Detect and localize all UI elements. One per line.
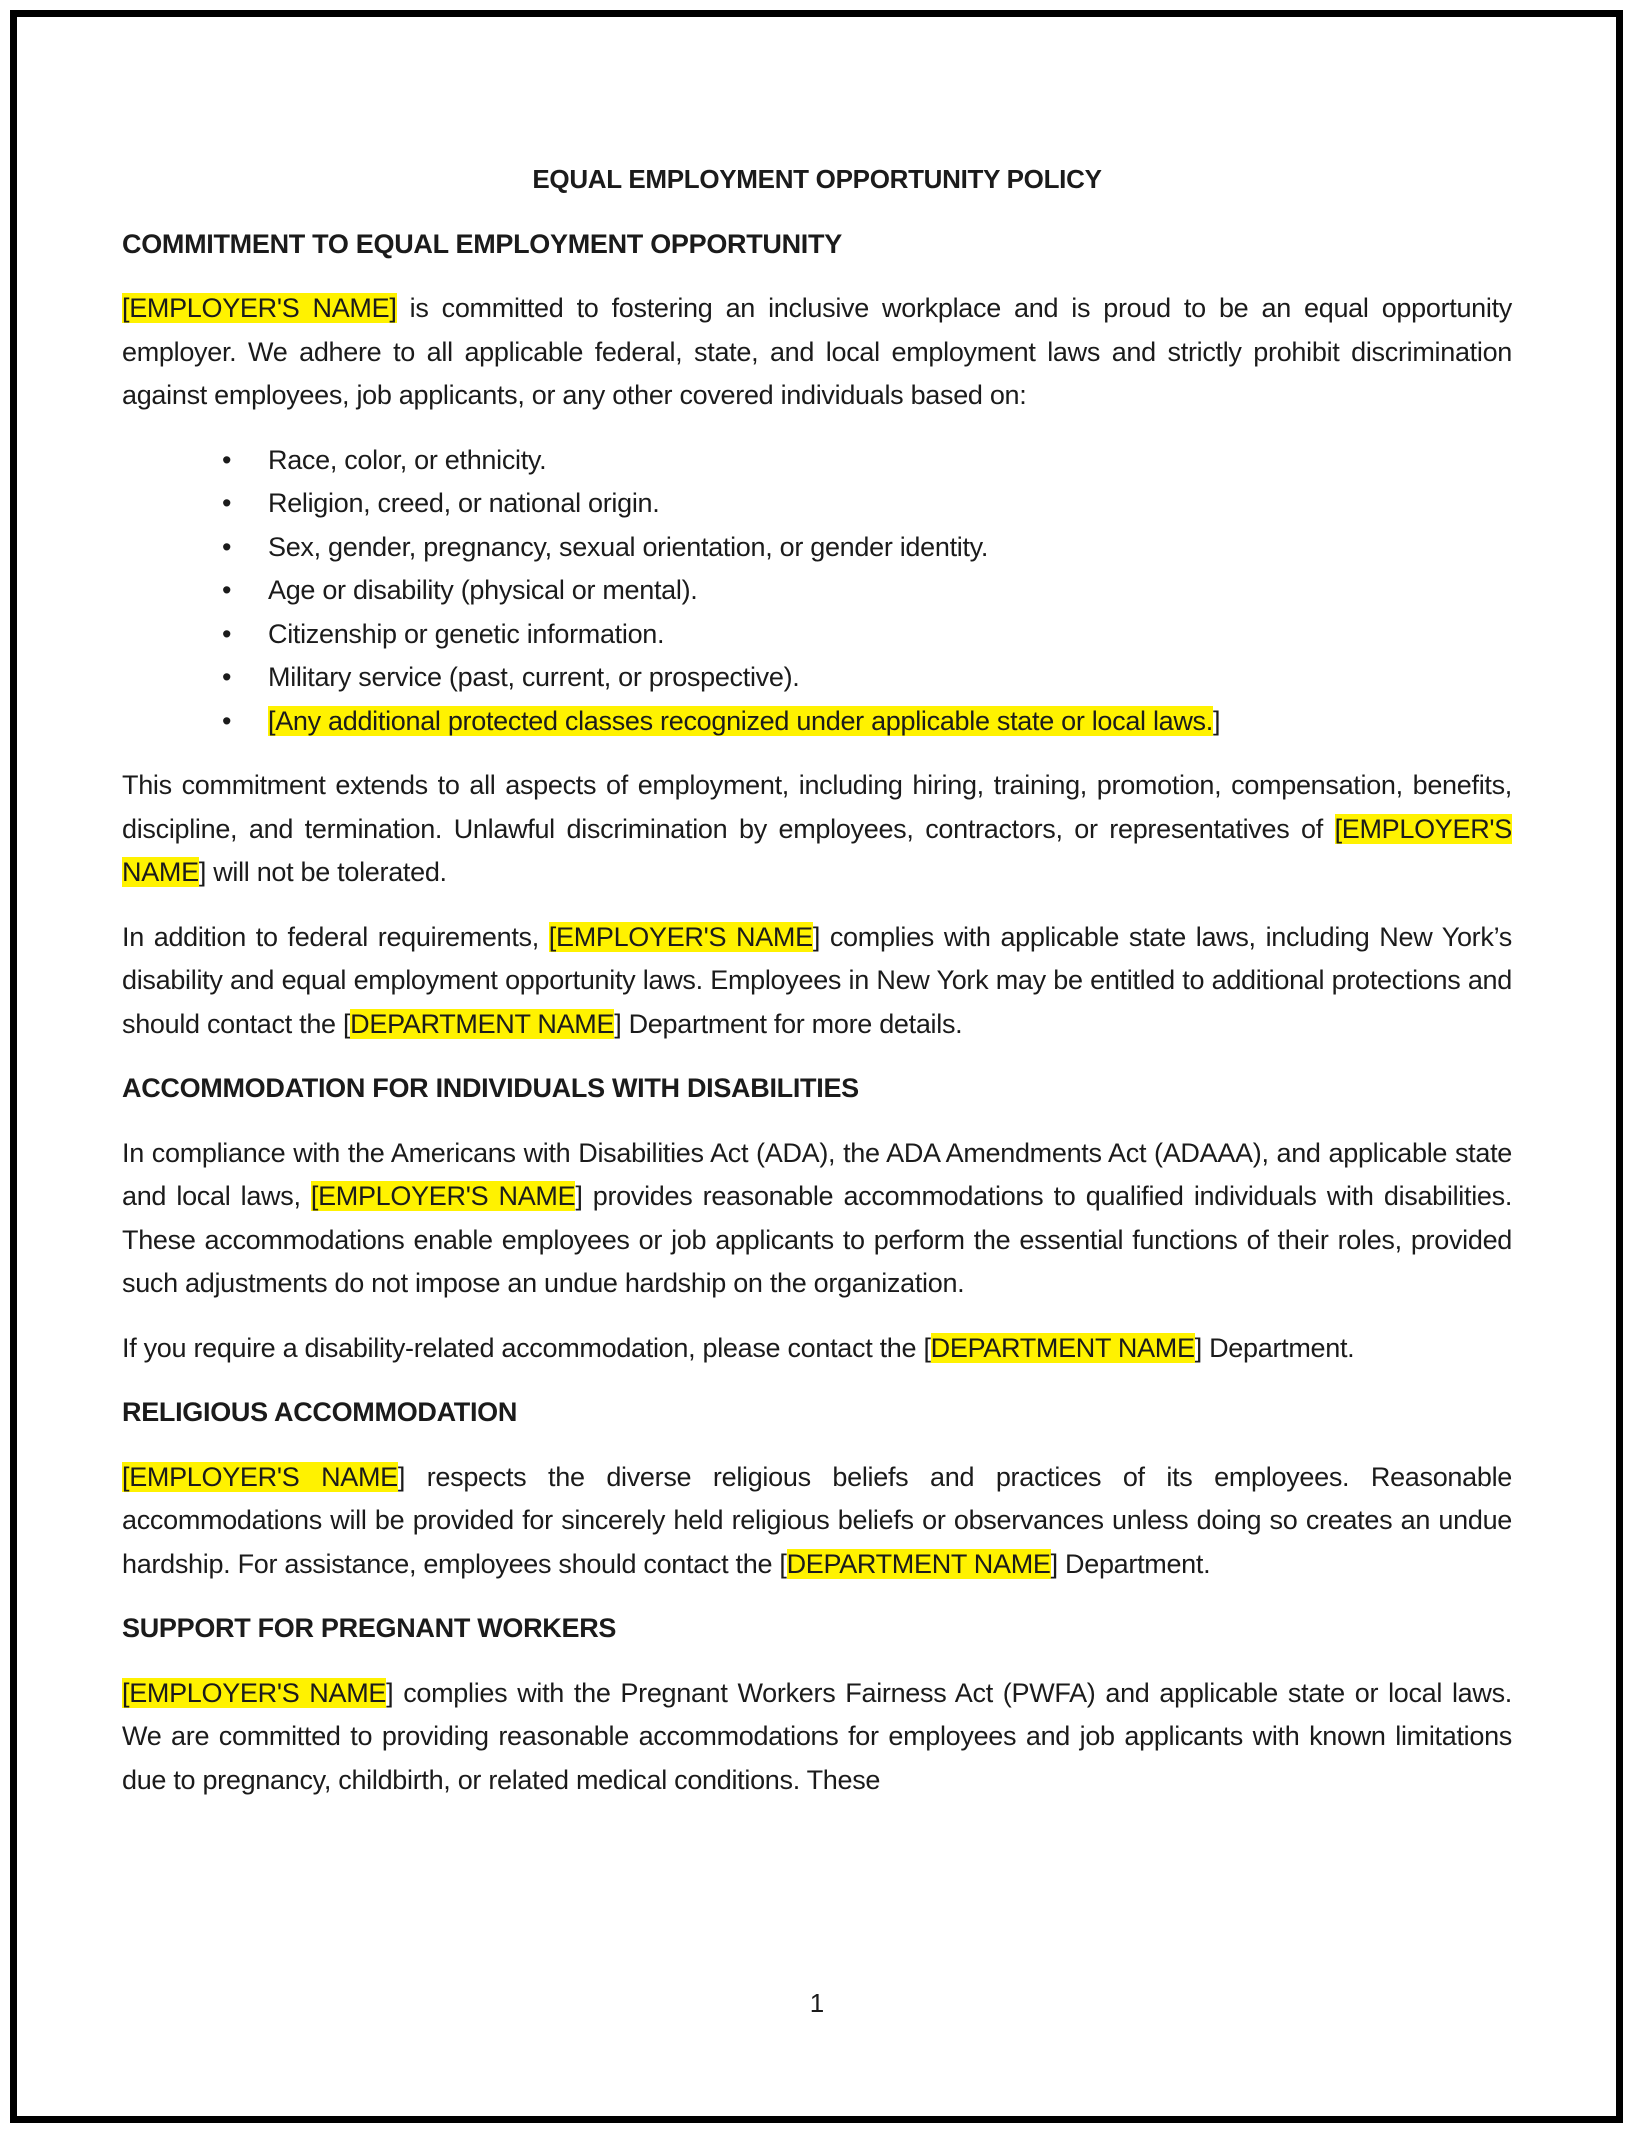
section-heading: COMMITMENT TO EQUAL EMPLOYMENT OPPORTUNITY — [122, 228, 842, 259]
text-segment: This commitment extends to all aspects of employment, including hiring, training, promotion, compensation, benefits, discipline, and termination. Unlawful discrimination by employees, contractors, or representatives of — [122, 770, 1512, 844]
highlighted-placeholder: [EMPLOYER'S NAME — [548, 921, 813, 952]
paragraph — [122, 764, 1512, 895]
text-segment: Military service (past, current, or prospective). — [268, 662, 800, 692]
paragraph — [122, 1327, 1512, 1371]
paragraph — [122, 1132, 1512, 1306]
bullet-item — [122, 439, 1512, 483]
text-segment: ] respects the diverse religious beliefs and practices of its employees. Reasonable accommodations will be provided for sincerely held religious beliefs or observances unless doing so creates an undue hardship. For assistance, employees should contact the [ — [122, 1461, 1512, 1579]
text-segment: Sex, gender, pregnancy, sexual orientation, or gender identity. — [268, 531, 989, 562]
policy-section — [122, 1607, 1512, 1802]
highlighted-placeholder: [Any additional protected classes recognized under applicable state or local laws. — [268, 705, 1213, 736]
policy-section — [122, 1391, 1512, 1586]
section-heading: ACCOMMODATION FOR INDIVIDUALS WITH DISABILITIES — [122, 1073, 859, 1103]
text-segment: Religion, creed, or national origin. — [268, 488, 660, 518]
highlighted-placeholder: DEPARTMENT NAME — [786, 1548, 1051, 1579]
text-segment: ] complies with the Pregnant Workers Fairness Act (PWFA) and applicable state or local laws. We are committed to providing reasonable accommodations for employees and job applicants with known limitations due to pregnancy, childbirth, or related medical conditions. These — [122, 1677, 1512, 1795]
highlighted-placeholder: [EMPLOYER'S NAME — [122, 813, 1512, 887]
text-segment: If you require a disability-related accommodation, please contact the [ — [122, 1332, 931, 1363]
highlighted-placeholder: [EMPLOYER'S NAME] — [122, 293, 397, 323]
bullet-item — [122, 613, 1512, 657]
bullet-item — [122, 569, 1512, 613]
text-segment: ] — [1212, 705, 1221, 736]
highlighted-placeholder: [EMPLOYER'S NAME — [122, 1461, 398, 1492]
text-segment: In compliance with the Americans with Disabilities Act (ADA), the ADA Amendments Act (ADAAA), and applicable state and local laws, — [122, 1137, 1512, 1211]
section-heading: RELIGIOUS ACCOMMODATION — [122, 1397, 518, 1427]
sections-container — [122, 223, 1512, 1803]
document-title: EQUAL EMPLOYMENT OPPORTUNITY POLICY — [532, 164, 1102, 194]
bullet-item — [122, 526, 1512, 570]
highlighted-placeholder: [EMPLOYER'S NAME — [122, 1677, 387, 1708]
text-segment: ] provides reasonable accommodations to qualified individuals with disabilities. These accommodations enable employees or job applicants to perform the essential functions of their roles, provided such adjustments do not impose an undue hardship on the organization. — [122, 1181, 1513, 1298]
bullet-item — [122, 700, 1512, 744]
paragraph — [122, 1456, 1512, 1587]
paragraph — [122, 916, 1512, 1047]
highlighted-placeholder: [EMPLOYER'S NAME — [310, 1181, 576, 1211]
text-segment: In addition to federal requirements, — [122, 921, 549, 952]
text-segment: ] complies with applicable state laws, including New York’s disability and equal employment opportunity laws. Employees in New York may be entitled to additional protections and should contact the [ — [122, 921, 1512, 1039]
text-segment: is committed to fostering an inclusive workplace and is proud to be an equal opportunity employer. We adhere to all applicable federal, state, and local employment laws and strictly prohibit discrimination against employees, job applicants, or any other covered individuals based on: — [122, 293, 1512, 410]
text-segment: ] Department. — [1194, 1332, 1355, 1363]
protected-classes-list — [122, 439, 1512, 744]
text-segment: Citizenship or genetic information. — [268, 618, 665, 649]
text-segment: ] Department. — [1050, 1548, 1211, 1579]
section-heading: SUPPORT FOR PREGNANT WORKERS — [122, 1613, 617, 1643]
paragraph — [122, 1672, 1512, 1803]
paragraph — [122, 287, 1512, 418]
text-segment: Age or disability (physical or mental). — [268, 575, 698, 605]
text-segment: ] will not be tolerated. — [198, 857, 447, 887]
text-segment: Race, color, or ethnicity. — [268, 444, 547, 475]
page-number: 1 — [809, 1988, 825, 2018]
text-segment: ] Department for more details. — [614, 1008, 963, 1039]
highlighted-placeholder: DEPARTMENT NAME — [930, 1332, 1195, 1363]
bullet-item — [122, 482, 1512, 526]
document-content — [122, 158, 1512, 1802]
bullet-item — [122, 656, 1512, 700]
policy-section — [122, 1067, 1512, 1370]
highlighted-placeholder: DEPARTMENT NAME — [350, 1008, 615, 1039]
policy-section — [122, 223, 1512, 1047]
